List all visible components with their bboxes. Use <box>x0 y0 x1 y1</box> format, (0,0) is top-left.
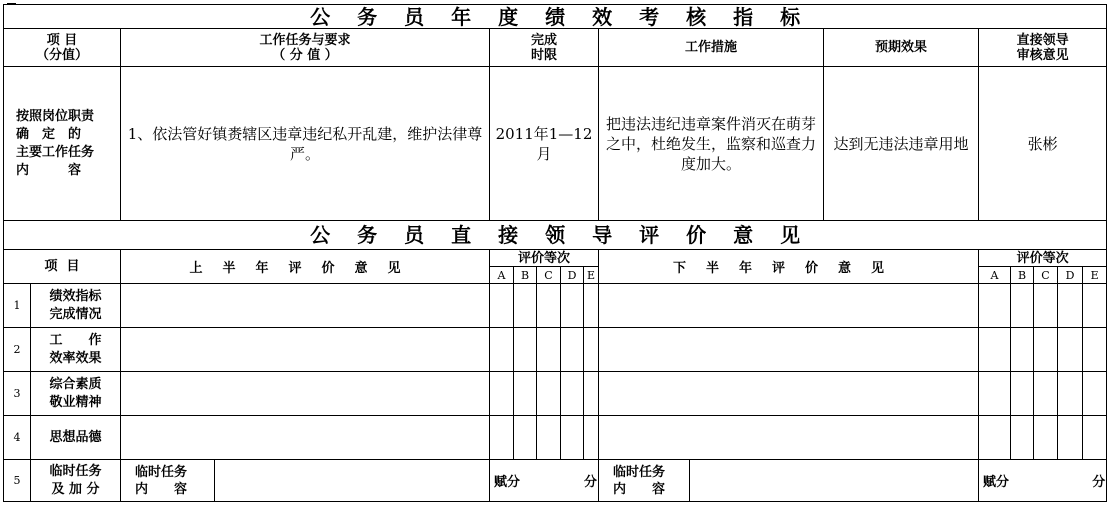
indicator-label-line-1: 按照岗位职责 <box>16 108 95 124</box>
second-grade-c-cell[interactable] <box>1034 372 1058 416</box>
first-half-opinion-cell[interactable] <box>121 372 490 416</box>
second-temp-task-line-2: 内 容 <box>613 481 666 497</box>
first-grade-b-cell[interactable] <box>514 328 537 372</box>
first-temp-task-line-2: 内 容 <box>135 481 188 497</box>
first-grade-c-cell[interactable] <box>537 284 561 328</box>
second-grade-e-cell[interactable] <box>1083 372 1107 416</box>
second-score-cell[interactable] <box>979 460 1107 502</box>
second-grade-a-cell[interactable] <box>979 416 1011 460</box>
row-label-line-1: 绩效指标 <box>49 288 102 304</box>
item-header-label: 项 目 <box>46 32 78 48</box>
deadline-header <box>490 29 599 67</box>
first-grade-a-cell[interactable] <box>490 284 514 328</box>
first-grade-d-cell[interactable] <box>561 284 584 328</box>
row-number: 2 <box>4 328 31 372</box>
second-grade-d-cell[interactable] <box>1058 416 1083 460</box>
second-temp-task-label <box>599 460 690 502</box>
table-row <box>4 416 1107 460</box>
row-number: 1 <box>4 284 31 328</box>
second-score-label: 赋分 <box>983 475 1010 490</box>
first-grade-a-cell[interactable] <box>490 416 514 460</box>
expected-header: 预期效果 <box>824 29 979 67</box>
second-grade-e: E <box>1083 267 1107 284</box>
row-number: 4 <box>4 416 31 460</box>
second-temp-task-line-1: 临时任务 <box>613 464 666 480</box>
leader-header-line-1: 直接领导 <box>1016 32 1069 48</box>
second-grade-a-cell[interactable] <box>979 372 1011 416</box>
second-grade-d: D <box>1058 267 1083 284</box>
row-label <box>31 284 121 328</box>
leader-opinion: 张彬 <box>979 67 1107 221</box>
task-header-label: 工作任务与要求 <box>259 32 351 48</box>
first-half-header: 上半年评价意见 <box>121 250 490 284</box>
eval-item-header: 项 目 <box>4 250 121 284</box>
indicator-label-line-3: 主要工作任务 <box>16 144 95 160</box>
expected-text: 达到无违法违章用地 <box>824 67 979 221</box>
first-grade-d: D <box>561 267 584 284</box>
first-half-opinion-cell[interactable] <box>121 416 490 460</box>
first-temp-task-line-1: 临时任务 <box>135 464 188 480</box>
measures-header: 工作措施 <box>599 29 824 67</box>
deadline-text: 2011年1—12月 <box>490 67 599 221</box>
item-header-score: （分值） <box>35 47 88 63</box>
second-grade-b-cell[interactable] <box>1011 416 1034 460</box>
first-grade-c-cell[interactable] <box>537 328 561 372</box>
second-grade-e-cell[interactable] <box>1083 284 1107 328</box>
leader-header <box>979 29 1107 67</box>
deadline-header-line-2: 时限 <box>530 47 557 63</box>
row-label-line-2: 完成情况 <box>49 306 102 322</box>
second-grade-c-cell[interactable] <box>1034 328 1058 372</box>
table-row <box>4 284 1107 328</box>
bonus-label <box>31 460 121 502</box>
first-grade-e-cell[interactable] <box>584 372 599 416</box>
first-grade-b-cell[interactable] <box>514 372 537 416</box>
first-grade-e: E <box>584 267 599 284</box>
first-score-unit: 分 <box>583 475 597 490</box>
second-grade-e-cell[interactable] <box>1083 416 1107 460</box>
second-half-opinion-cell[interactable] <box>599 372 979 416</box>
second-grade-b: B <box>1011 267 1034 284</box>
first-grade-c-cell[interactable] <box>537 372 561 416</box>
row-label-line-1: 工 作 <box>49 332 102 348</box>
first-grade-a: A <box>490 267 514 284</box>
indicator-label-line-2: 确 定 的 <box>16 126 82 142</box>
second-grade-d-cell[interactable] <box>1058 328 1083 372</box>
task-text: 1、依法管好镇赉辖区违章违纪私开乱建，维护法律尊严。 <box>121 67 490 221</box>
first-grade-b-cell[interactable] <box>514 284 537 328</box>
second-half-opinion-cell[interactable] <box>599 284 979 328</box>
row-number: 3 <box>4 372 31 416</box>
second-grade-a-cell[interactable] <box>979 328 1011 372</box>
leader-header-line-2: 审核意见 <box>1016 47 1069 63</box>
second-grade-a-cell[interactable] <box>979 284 1011 328</box>
second-half-header: 下半年评价意见 <box>599 250 979 284</box>
task-header-score: （ 分 值 ） <box>272 47 338 63</box>
first-grade-a-cell[interactable] <box>490 372 514 416</box>
first-grade-d-cell[interactable] <box>561 328 584 372</box>
first-grade-header: 评价等次 <box>490 250 599 267</box>
second-grade-c-cell[interactable] <box>1034 284 1058 328</box>
second-half-opinion-cell[interactable] <box>599 416 979 460</box>
second-grade-b-cell[interactable] <box>1011 284 1034 328</box>
second-half-opinion-cell[interactable] <box>599 328 979 372</box>
second-grade-a: A <box>979 267 1011 284</box>
row-label <box>31 328 121 372</box>
first-score-label: 赋分 <box>494 475 521 490</box>
second-grade-b-cell[interactable] <box>1011 328 1034 372</box>
first-grade-b: B <box>514 267 537 284</box>
bonus-label-line-1: 临时任务 <box>49 463 102 479</box>
second-grade-b-cell[interactable] <box>1011 372 1034 416</box>
evaluation-title: 公务员直接领导评价意见 <box>4 221 1107 250</box>
bonus-label-line-2: 及 加 分 <box>51 481 100 497</box>
first-grade-e-cell[interactable] <box>584 284 599 328</box>
first-grade-a-cell[interactable] <box>490 328 514 372</box>
assessment-form <box>3 4 1107 502</box>
row-label-line-2: 效率效果 <box>49 350 102 366</box>
second-score-unit: 分 <box>1092 475 1106 490</box>
row-label-line-1: 综合素质 <box>49 376 102 392</box>
bonus-row <box>4 460 1107 502</box>
deadline-header-line-1: 完成 <box>530 32 557 48</box>
first-temp-task-content[interactable] <box>215 460 490 502</box>
first-temp-task-label <box>121 460 215 502</box>
row-label-line-2: 敬业精神 <box>49 394 102 410</box>
task-header <box>121 29 490 67</box>
row-number: 5 <box>4 460 31 502</box>
row-label <box>31 416 121 460</box>
indicator-label-line-4: 内 容 <box>16 162 82 178</box>
first-grade-b-cell[interactable] <box>514 416 537 460</box>
first-grade-d-cell[interactable] <box>561 416 584 460</box>
second-grade-header: 评价等次 <box>979 250 1107 267</box>
table-row <box>4 372 1107 416</box>
first-half-opinion-cell[interactable] <box>121 284 490 328</box>
first-grade-c-cell[interactable] <box>537 416 561 460</box>
first-half-opinion-cell[interactable] <box>121 328 490 372</box>
first-grade-d-cell[interactable] <box>561 372 584 416</box>
first-grade-e-cell[interactable] <box>584 328 599 372</box>
table-row <box>4 328 1107 372</box>
first-score-cell[interactable] <box>490 460 599 502</box>
second-temp-task-content[interactable] <box>690 460 979 502</box>
row-label <box>31 372 121 416</box>
second-grade-e-cell[interactable] <box>1083 328 1107 372</box>
item-header <box>4 29 121 67</box>
second-grade-c: C <box>1034 267 1058 284</box>
form-title: 公务员年度绩效考核指标 <box>4 5 1107 29</box>
second-grade-d-cell[interactable] <box>1058 284 1083 328</box>
first-grade-e-cell[interactable] <box>584 416 599 460</box>
second-grade-d-cell[interactable] <box>1058 372 1083 416</box>
measures-text: 把违法违纪违章案件消灭在萌芽之中，杜绝发生，监察和巡查力度加大。 <box>599 67 824 221</box>
second-grade-c-cell[interactable] <box>1034 416 1058 460</box>
row-label-line-1: 思想品德 <box>49 429 102 445</box>
indicator-row-label <box>4 67 121 221</box>
first-grade-c: C <box>537 267 561 284</box>
